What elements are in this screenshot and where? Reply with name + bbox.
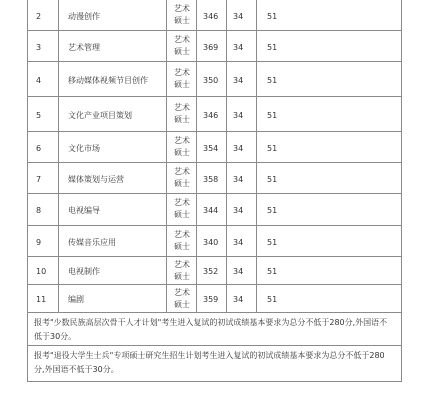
cell-major [58, 194, 166, 225]
cell-language [256, 62, 402, 96]
cell-total [196, 31, 226, 61]
cell-total [196, 62, 226, 96]
table-row [27, 257, 402, 285]
degree-line-2: 硕士 [174, 47, 190, 56]
total-score: 350 [203, 76, 219, 85]
cell-politics [226, 62, 256, 96]
degree-line-2: 硕士 [174, 272, 190, 281]
table-row [27, 62, 402, 97]
cell-language [256, 31, 402, 61]
cell-politics [226, 257, 256, 284]
cell-no [27, 62, 58, 96]
cell-total [196, 163, 226, 193]
politics-score: 34 [233, 144, 244, 153]
cell-no [27, 257, 58, 284]
major-name: 移动媒体视频节目创作 [68, 76, 148, 85]
cell-language [256, 97, 402, 131]
cell-major [58, 0, 166, 30]
cell-no [27, 163, 58, 193]
language-score: 51 [267, 238, 278, 247]
table-row [27, 97, 402, 132]
major-name: 文化产业项目策划 [68, 111, 132, 120]
total-score: 340 [203, 238, 219, 247]
note-minority-plan [27, 313, 402, 346]
table-row [27, 285, 402, 313]
degree-line-2: 硕士 [174, 179, 190, 188]
language-score: 51 [267, 111, 278, 120]
language-score: 51 [267, 175, 278, 184]
cell-major [58, 226, 166, 256]
major-name: 动漫创作 [68, 12, 100, 21]
total-score: 369 [203, 43, 219, 52]
cell-degree [166, 257, 196, 284]
row-number: 9 [36, 238, 42, 247]
cell-major [58, 97, 166, 131]
major-name: 媒体策划与运营 [68, 175, 124, 184]
cell-politics [226, 194, 256, 225]
degree-line-1: 艺术 [174, 103, 190, 112]
degree-line-1: 艺术 [174, 167, 190, 176]
row-number: 8 [36, 206, 42, 215]
major-name: 传媒音乐应用 [68, 238, 116, 247]
cell-no [27, 226, 58, 256]
cell-total [196, 194, 226, 225]
cell-no [27, 97, 58, 131]
degree-line-2: 硕士 [174, 300, 190, 309]
language-score: 51 [267, 206, 278, 215]
row-number: 6 [36, 144, 42, 153]
table-row [27, 31, 402, 62]
language-score: 51 [267, 76, 278, 85]
cell-major [58, 31, 166, 61]
degree-line-1: 艺术 [174, 136, 190, 145]
degree-line-2: 硕士 [174, 115, 190, 124]
note-text: 报考"退役大学生士兵"专项硕士研究生招生计划考生进入复试的初试成绩基本要求为总分不低于280分,外国语不低于30分。 [34, 351, 385, 374]
row-number: 3 [36, 43, 42, 52]
major-name: 艺术管理 [68, 43, 100, 52]
degree-line-2: 硕士 [174, 210, 190, 219]
major-name: 编剧 [68, 295, 84, 304]
cell-degree [166, 163, 196, 193]
cell-language [256, 257, 402, 284]
cell-major [58, 163, 166, 193]
cell-total [196, 132, 226, 162]
row-number: 2 [36, 12, 42, 21]
cell-degree [166, 132, 196, 162]
cell-degree [166, 62, 196, 96]
cell-politics [226, 31, 256, 61]
cell-politics [226, 97, 256, 131]
politics-score: 34 [233, 267, 244, 276]
cell-language [256, 285, 402, 312]
degree-line-2: 硕士 [174, 242, 190, 251]
cell-degree [166, 226, 196, 256]
cell-total [196, 226, 226, 256]
major-name: 文化市场 [68, 144, 100, 153]
total-score: 346 [203, 12, 219, 21]
language-score: 51 [267, 43, 278, 52]
cell-degree [166, 285, 196, 312]
table-row [27, 0, 402, 31]
total-score: 359 [203, 295, 219, 304]
cell-no [27, 132, 58, 162]
cell-total [196, 285, 226, 312]
cell-total [196, 257, 226, 284]
cell-politics [226, 163, 256, 193]
cell-language [256, 0, 402, 30]
politics-score: 34 [233, 111, 244, 120]
row-number: 7 [36, 175, 42, 184]
degree-line-1: 艺术 [174, 68, 190, 77]
cell-total [196, 0, 226, 30]
cell-language [256, 194, 402, 225]
row-number: 10 [36, 267, 47, 276]
row-number: 11 [36, 295, 47, 304]
cell-politics [226, 226, 256, 256]
cell-degree [166, 97, 196, 131]
major-name: 电视制作 [68, 267, 100, 276]
politics-score: 34 [233, 238, 244, 247]
total-score: 358 [203, 175, 219, 184]
table-row [27, 194, 402, 226]
cell-no [27, 31, 58, 61]
language-score: 51 [267, 12, 278, 21]
cell-language [256, 163, 402, 193]
total-score: 346 [203, 111, 219, 120]
table-row [27, 163, 402, 194]
total-score: 354 [203, 144, 219, 153]
degree-line-1: 艺术 [174, 35, 190, 44]
cell-no [27, 285, 58, 312]
table-row [27, 132, 402, 163]
language-score: 51 [267, 144, 278, 153]
cell-total [196, 97, 226, 131]
row-number: 5 [36, 111, 42, 120]
total-score: 344 [203, 206, 219, 215]
cell-degree [166, 194, 196, 225]
row-number: 4 [36, 76, 42, 85]
major-name: 电视编导 [68, 206, 100, 215]
cell-degree [166, 31, 196, 61]
language-score: 51 [267, 295, 278, 304]
politics-score: 34 [233, 12, 244, 21]
degree-line-1: 艺术 [174, 230, 190, 239]
degree-line-2: 硕士 [174, 16, 190, 25]
politics-score: 34 [233, 76, 244, 85]
cell-language [256, 132, 402, 162]
cell-major [58, 132, 166, 162]
cell-politics [226, 285, 256, 312]
degree-line-1: 艺术 [174, 198, 190, 207]
politics-score: 34 [233, 295, 244, 304]
cell-language [256, 226, 402, 256]
cell-degree [166, 0, 196, 30]
politics-score: 34 [233, 206, 244, 215]
degree-line-1: 艺术 [174, 288, 190, 297]
cell-major [58, 257, 166, 284]
degree-line-1: 艺术 [174, 4, 190, 13]
cell-no [27, 194, 58, 225]
degree-line-2: 硕士 [174, 80, 190, 89]
total-score: 352 [203, 267, 219, 276]
cell-politics [226, 0, 256, 30]
degree-line-2: 硕士 [174, 148, 190, 157]
politics-score: 34 [233, 175, 244, 184]
table-row [27, 226, 402, 257]
language-score: 51 [267, 267, 278, 276]
cell-major [58, 62, 166, 96]
cell-politics [226, 132, 256, 162]
degree-line-1: 艺术 [174, 260, 190, 269]
note-veteran-plan [27, 346, 402, 382]
cell-major [58, 285, 166, 312]
politics-score: 34 [233, 43, 244, 52]
note-text: 报考"少数民族高层次骨干人才计划"考生进入复试的初试成绩基本要求为总分不低于280分,外国语不低于30分。 [34, 318, 388, 341]
